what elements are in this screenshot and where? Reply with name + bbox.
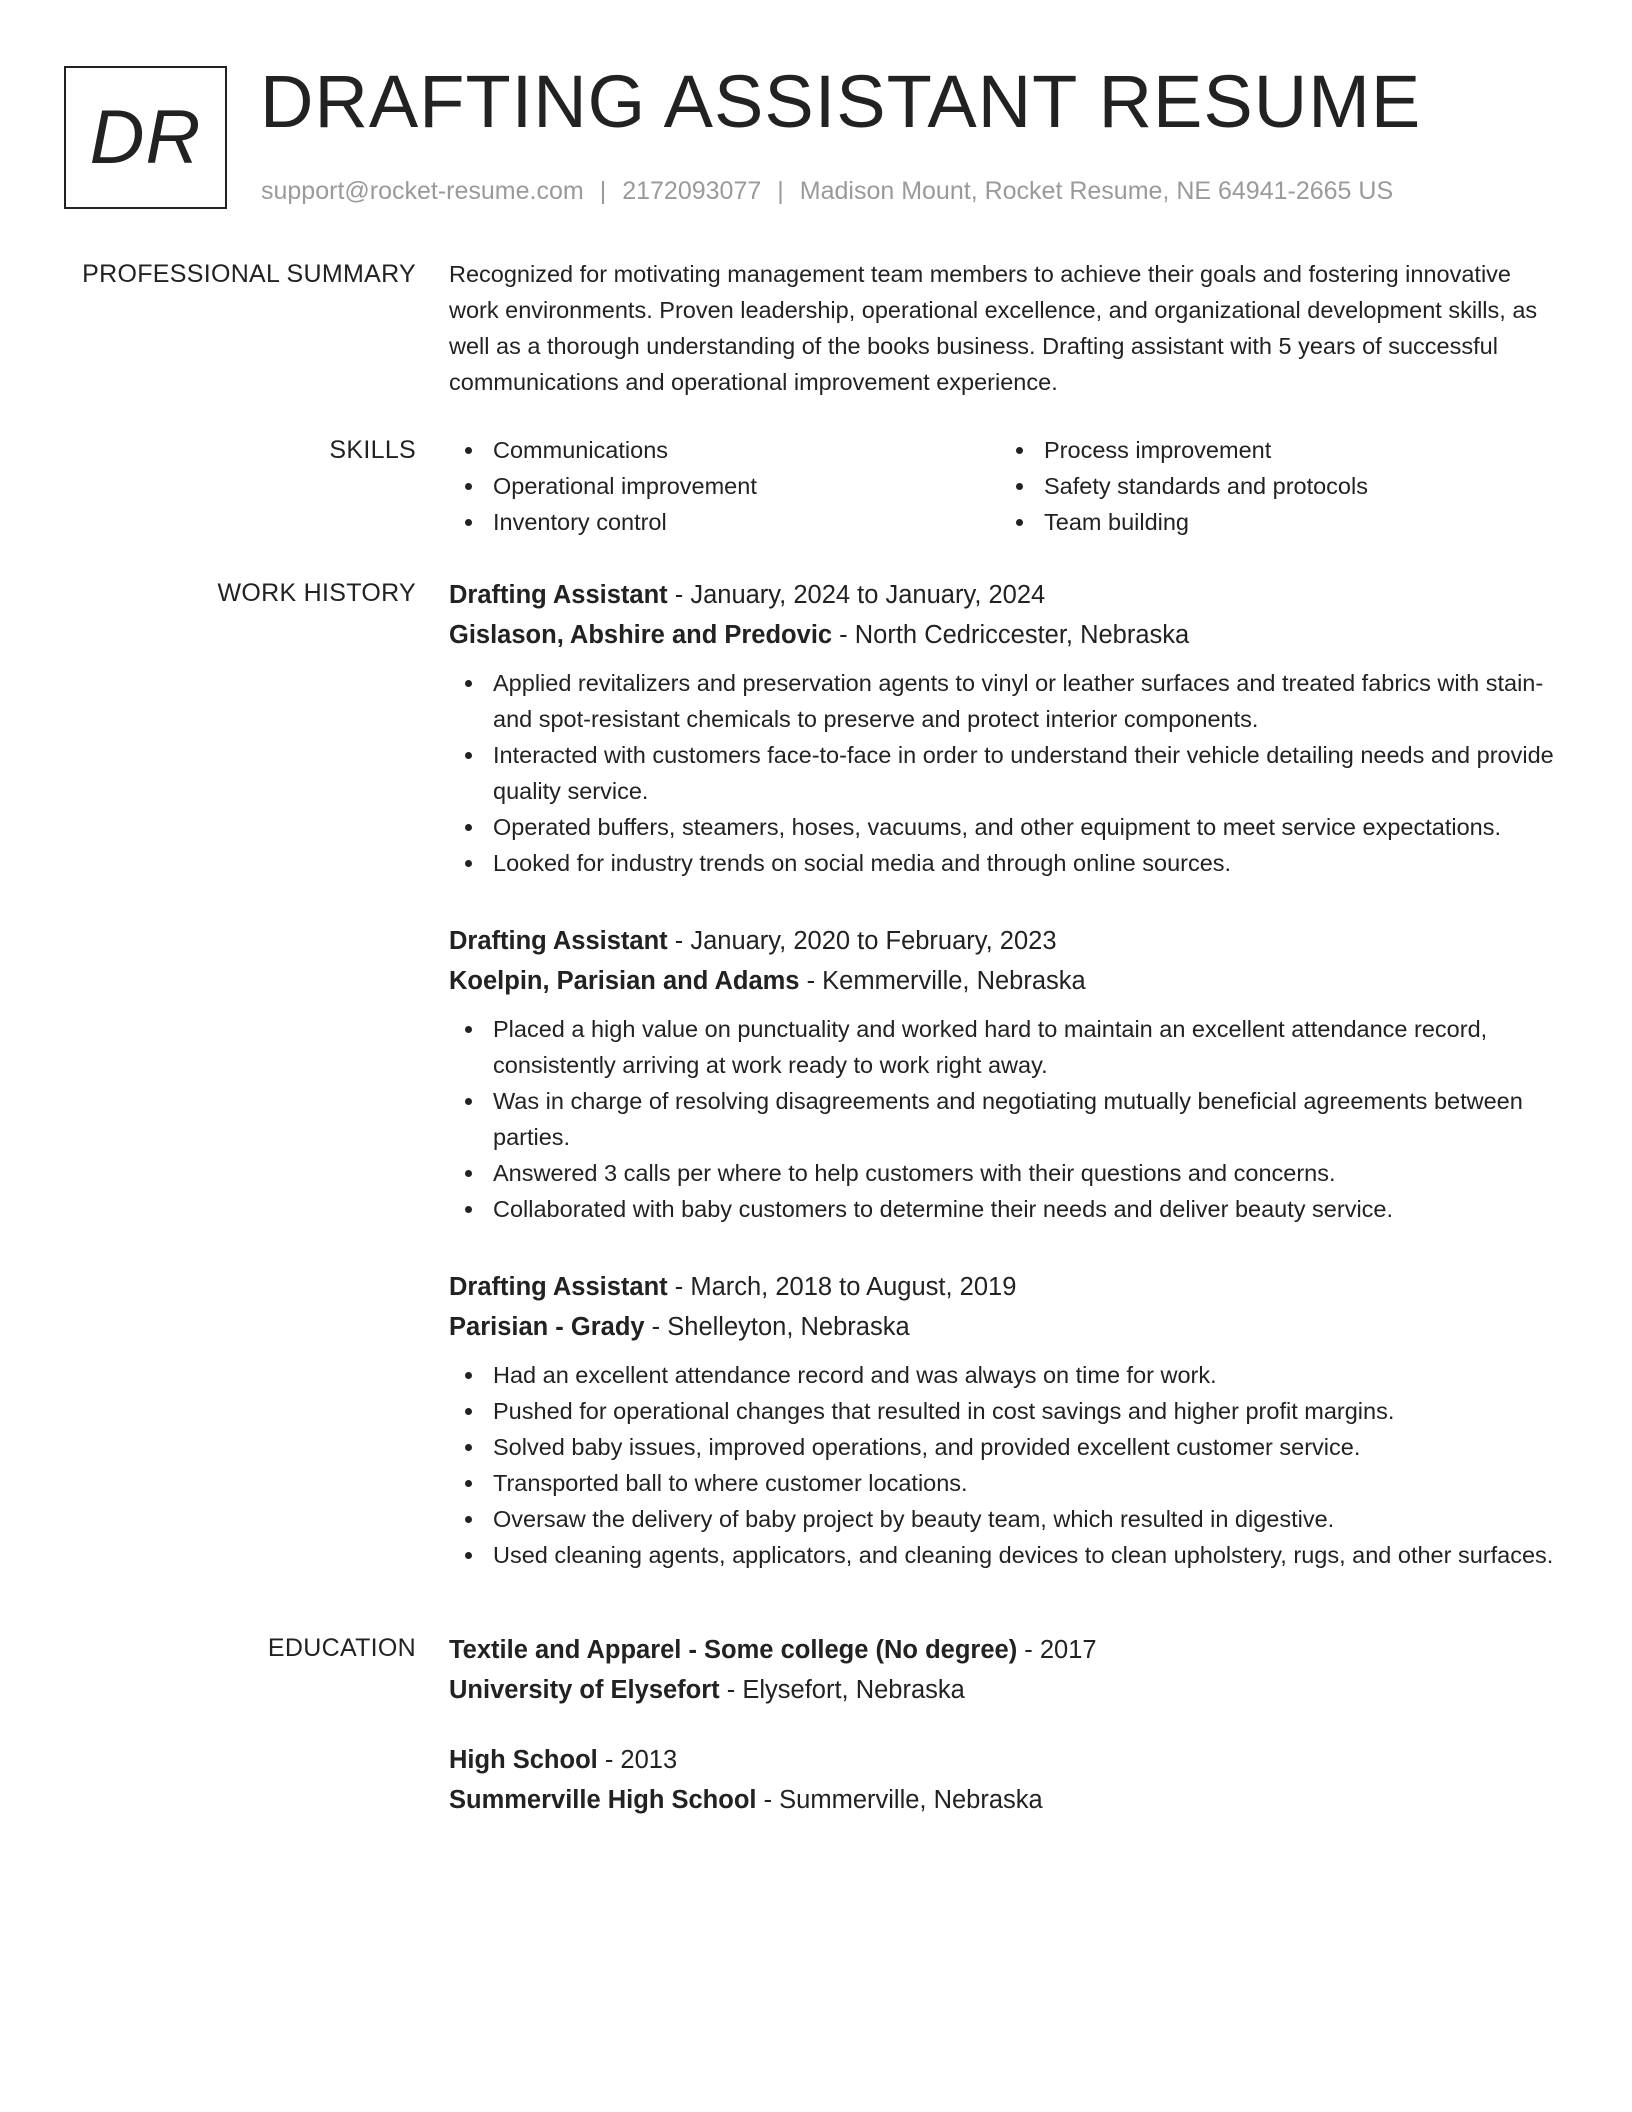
job-title: Drafting Assistant bbox=[449, 1273, 668, 1301]
education-year: - 2017 bbox=[1017, 1636, 1097, 1664]
job-dates: - March, 2018 to August, 2019 bbox=[667, 1273, 1017, 1301]
section-label-education: EDUCATION bbox=[267, 1634, 416, 1662]
job-bullet: Solved baby issues, improved operations, and provided excellent customer service. bbox=[449, 1429, 1565, 1465]
job-bullets bbox=[449, 1357, 1565, 1573]
section-label-work: WORK HISTORY bbox=[217, 579, 416, 607]
education-entry bbox=[449, 1630, 1565, 1710]
education-school: University of Elysefort bbox=[449, 1676, 720, 1704]
contact-separator: | bbox=[777, 177, 784, 205]
job-location: - Shelleyton, Nebraska bbox=[644, 1313, 910, 1341]
skills-grid bbox=[449, 432, 1565, 540]
job-bullet: Placed a high value on punctuality and worked hard to maintain an excellent attendance record, consistently arriving at work ready to work right away. bbox=[449, 1011, 1565, 1083]
job-company: Koelpin, Parisian and Adams bbox=[449, 967, 800, 995]
contact-address: Madison Mount, Rocket Resume, NE 64941-2665 US bbox=[799, 177, 1394, 205]
skill-item: Inventory control bbox=[449, 504, 1000, 540]
education-location: - Summerville, Nebraska bbox=[756, 1786, 1043, 1814]
job-company-line bbox=[449, 1307, 1565, 1347]
job-company: Parisian - Grady bbox=[449, 1313, 645, 1341]
job-bullet: Applied revitalizers and preservation agents to vinyl or leather surfaces and treated fabrics with stain- and spot-resistant chemicals to preserve and protect interior components. bbox=[449, 665, 1565, 737]
contact-line bbox=[261, 176, 1393, 206]
skill-item: Process improvement bbox=[1000, 432, 1551, 468]
education-school-line bbox=[449, 1780, 1565, 1820]
job-title-line bbox=[449, 921, 1565, 961]
job-bullet: Collaborated with baby customers to determine their needs and deliver beauty service. bbox=[449, 1191, 1565, 1227]
contact-separator: | bbox=[599, 177, 607, 205]
education-body bbox=[449, 1630, 1565, 1820]
job-entry bbox=[449, 575, 1565, 881]
job-location: - North Cedriccester, Nebraska bbox=[832, 621, 1190, 649]
job-bullets bbox=[449, 1011, 1565, 1227]
job-bullet: Looked for industry trends on social media and through online sources. bbox=[449, 845, 1565, 881]
job-bullet: Transported ball to where customer locations. bbox=[449, 1465, 1565, 1501]
contact-email: support@rocket-resume.com bbox=[261, 177, 584, 205]
job-bullet: Operated buffers, steamers, hoses, vacuums, and other equipment to meet service expectations. bbox=[449, 809, 1565, 845]
job-bullets bbox=[449, 665, 1565, 881]
work-history-body bbox=[449, 575, 1565, 1573]
job-bullet: Answered 3 calls per where to help customers with their questions and concerns. bbox=[449, 1155, 1565, 1191]
page-title: DRAFTING ASSISTANT RESUME bbox=[260, 60, 1422, 143]
resume-header bbox=[64, 60, 1568, 210]
skills-list-right bbox=[1000, 432, 1551, 540]
skill-item: Safety standards and protocols bbox=[1000, 468, 1551, 504]
job-bullet: Interacted with customers face-to-face in order to understand their vehicle detailing needs and provide quality service. bbox=[449, 737, 1565, 809]
job-bullet: Oversaw the delivery of baby project by beauty team, which resulted in digestive. bbox=[449, 1501, 1565, 1537]
education-degree: Textile and Apparel - Some college (No degree) bbox=[449, 1636, 1018, 1664]
contact-phone: 2172093077 bbox=[622, 177, 762, 205]
job-dates: - January, 2024 to January, 2024 bbox=[667, 581, 1046, 609]
job-bullet: Had an excellent attendance record and was always on time for work. bbox=[449, 1357, 1565, 1393]
summary-text: Recognized for motivating management team members to achieve their goals and fostering innovative work environments. Proven leadership, operational excellence, and organizational development skills, as well as a thorough understanding of the books business. Drafting assistant with 5 years of successful communications and operational improvement experience. bbox=[449, 261, 1538, 395]
job-title-line bbox=[449, 575, 1565, 615]
job-bullet: Used cleaning agents, applicators, and cleaning devices to clean upholstery, rugs, and other surfaces. bbox=[449, 1537, 1565, 1573]
summary-body bbox=[449, 256, 1565, 400]
job-entry bbox=[449, 1267, 1565, 1573]
education-year: - 2013 bbox=[597, 1746, 678, 1774]
education-degree-line bbox=[449, 1630, 1565, 1670]
skill-item: Team building bbox=[1000, 504, 1551, 540]
job-title-line bbox=[449, 1267, 1565, 1307]
education-school: Summerville High School bbox=[449, 1786, 757, 1814]
job-company: Gislason, Abshire and Predovic bbox=[449, 621, 833, 649]
job-bullet: Pushed for operational changes that resulted in cost savings and higher profit margins. bbox=[449, 1393, 1565, 1429]
education-degree-line bbox=[449, 1740, 1565, 1780]
section-label-summary: PROFESSIONAL SUMMARY bbox=[82, 260, 416, 288]
job-title: Drafting Assistant bbox=[449, 581, 668, 609]
education-school-line bbox=[449, 1670, 1565, 1710]
education-degree: High School bbox=[449, 1746, 598, 1774]
skill-item: Communications bbox=[449, 432, 1000, 468]
job-bullet: Was in charge of resolving disagreements and negotiating mutually beneficial agreements between parties. bbox=[449, 1083, 1565, 1155]
job-company-line bbox=[449, 615, 1565, 655]
education-location: - Elysefort, Nebraska bbox=[719, 1676, 965, 1704]
job-dates: - January, 2020 to February, 2023 bbox=[667, 927, 1057, 955]
skill-item: Operational improvement bbox=[449, 468, 1000, 504]
skills-list-left bbox=[449, 432, 1000, 540]
job-entry bbox=[449, 921, 1565, 1227]
monogram-box bbox=[64, 66, 227, 209]
job-title: Drafting Assistant bbox=[449, 927, 668, 955]
job-location: - Kemmerville, Nebraska bbox=[799, 967, 1086, 995]
education-entry bbox=[449, 1740, 1565, 1820]
section-label-skills: SKILLS bbox=[329, 436, 416, 464]
job-company-line bbox=[449, 961, 1565, 1001]
monogram-initials: DR bbox=[89, 94, 202, 180]
